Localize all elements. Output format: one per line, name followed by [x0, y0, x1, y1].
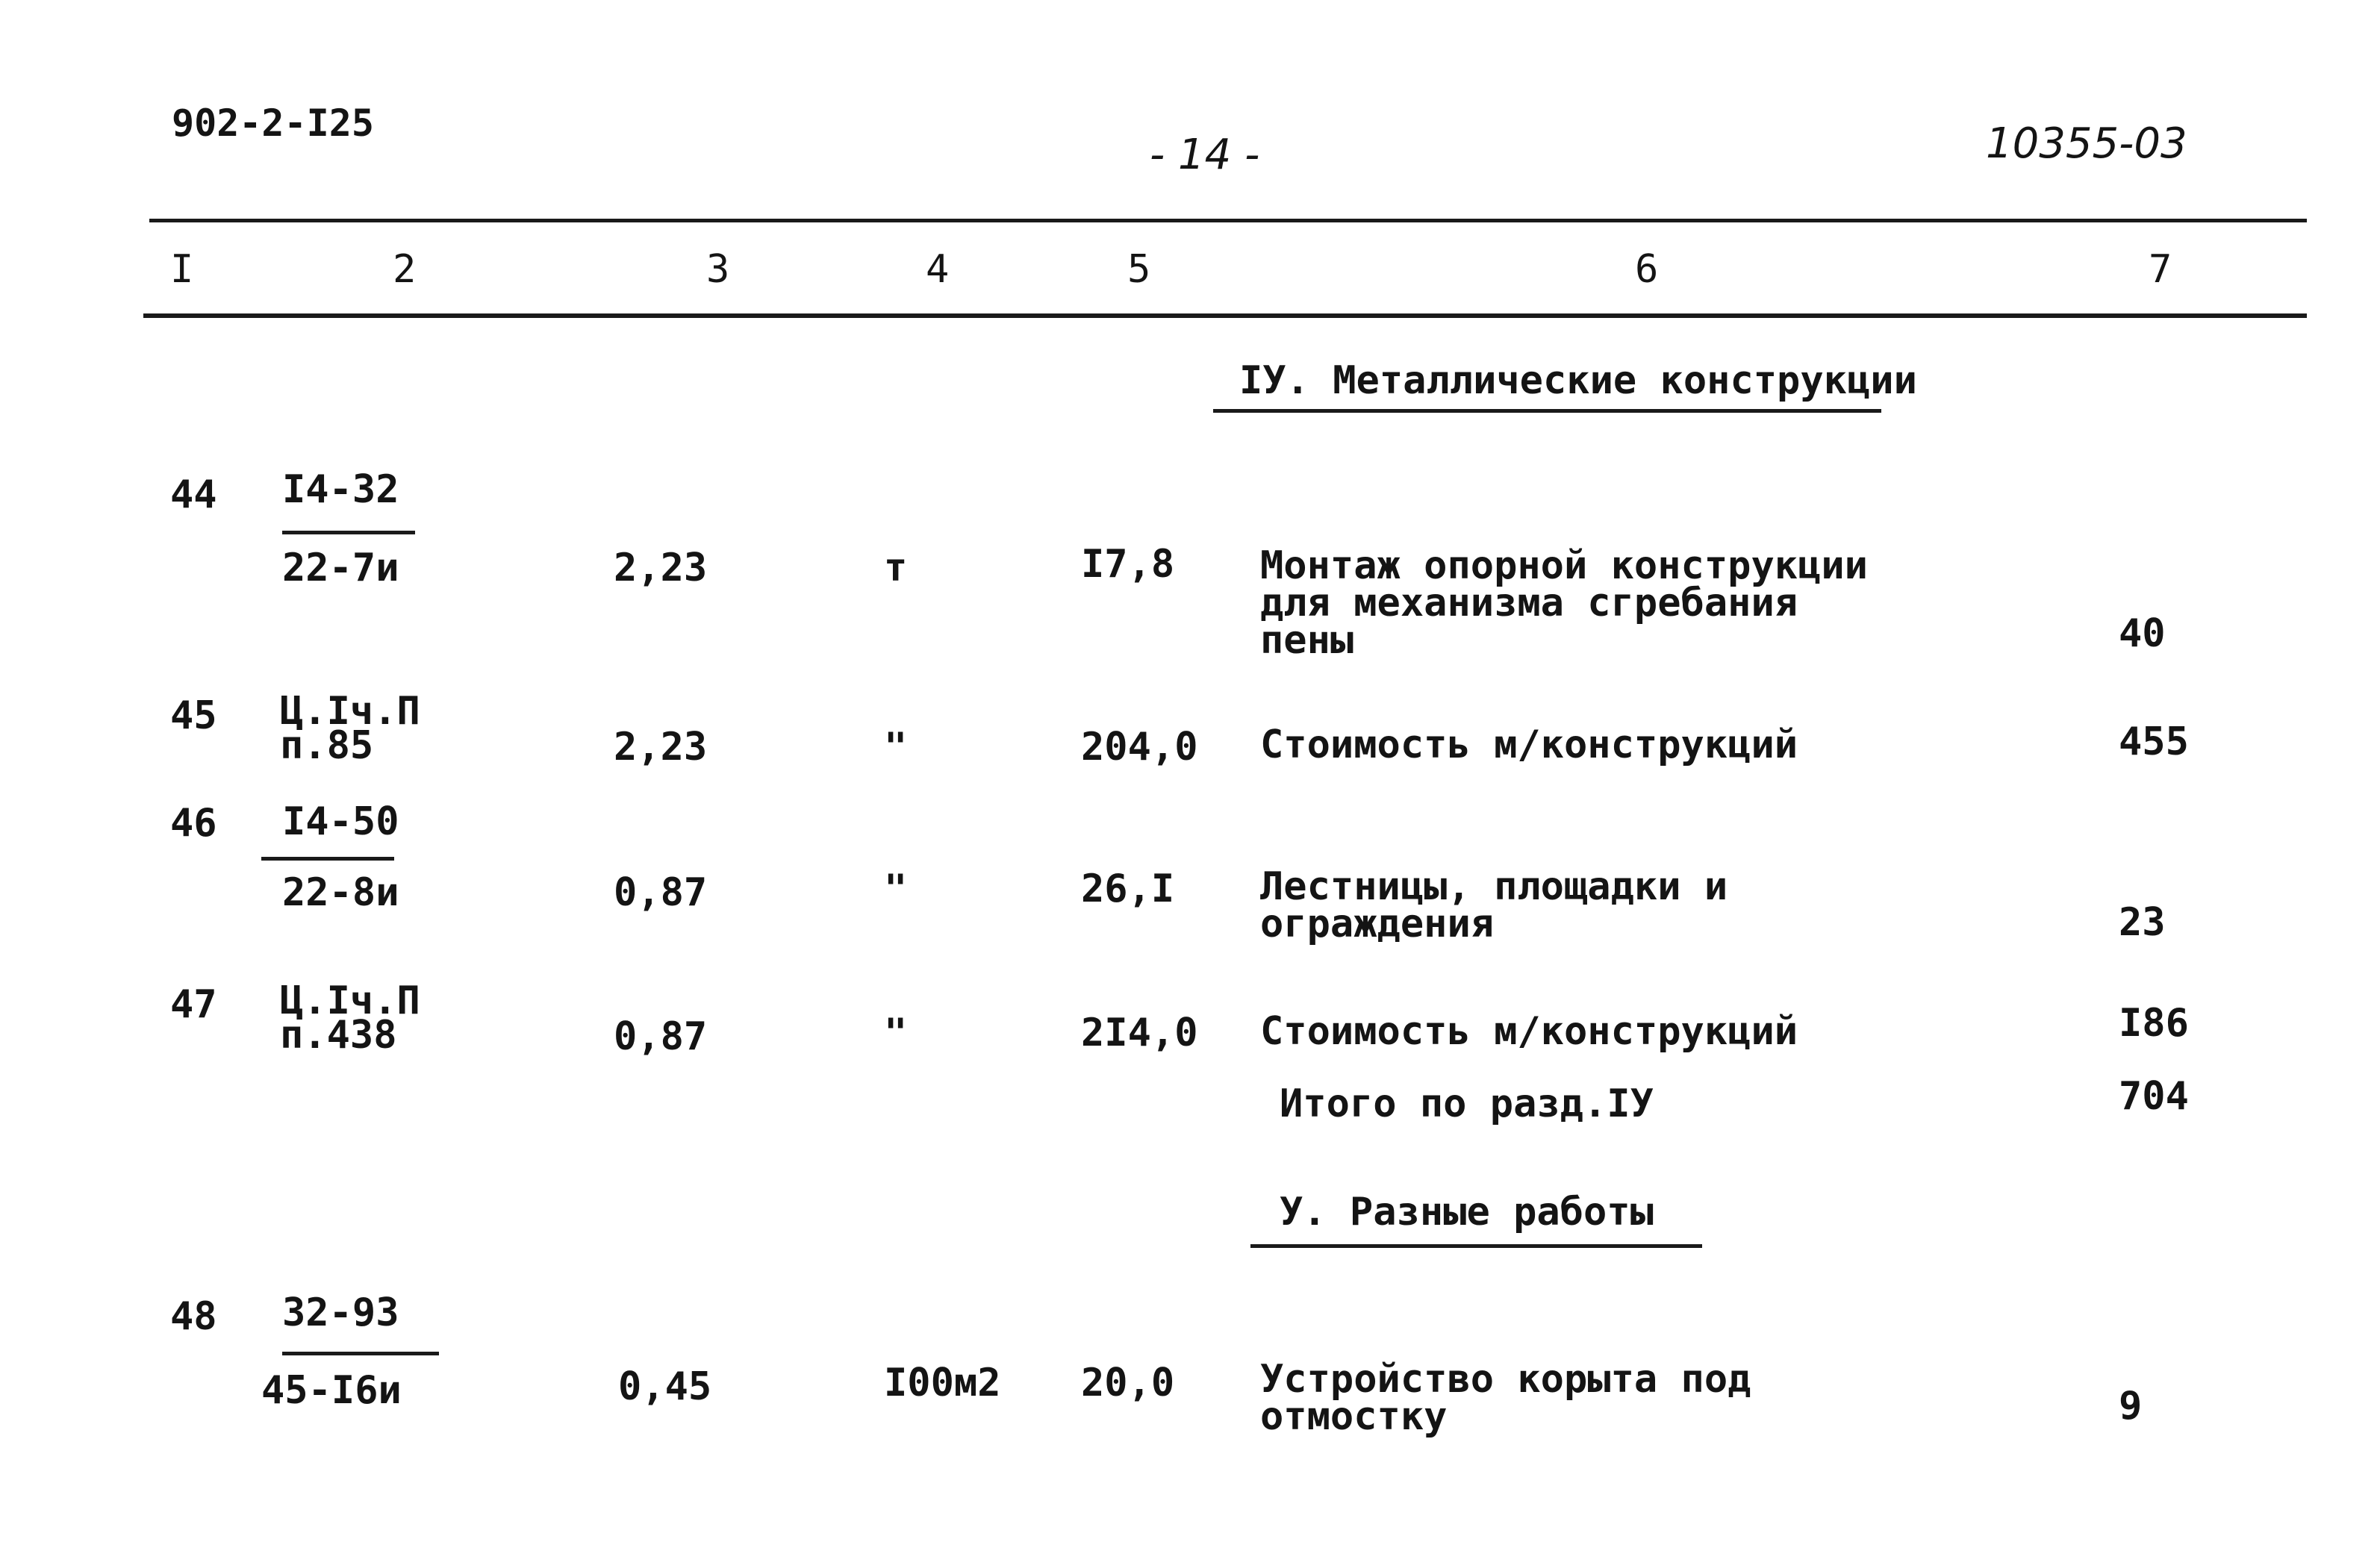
fraction-line [282, 1352, 439, 1355]
header-bottom-rule [143, 313, 2307, 318]
norm-code-top: 32-93 [282, 1290, 399, 1335]
column-header-4: 4 [926, 247, 950, 292]
column-header-1: I [170, 247, 194, 292]
row-number: 45 [170, 693, 217, 738]
work-description: Стоимость м/конструкций [1260, 1009, 1798, 1054]
quantity: 0,87 [614, 1014, 708, 1059]
quantity: 0,87 [614, 870, 708, 915]
row-number: 47 [170, 982, 217, 1027]
row-total: 9 [2119, 1384, 2143, 1429]
fraction-line [261, 857, 394, 861]
work-description: Лестницы, площадки и ограждения [1260, 864, 1728, 946]
row-total: 23 [2119, 900, 2166, 945]
column-header-5: 5 [1127, 247, 1151, 292]
unit: " [884, 725, 908, 770]
row-total: 40 [2119, 611, 2166, 656]
quantity: 2,23 [614, 546, 708, 590]
row-total: I86 [2119, 1001, 2189, 1046]
unit: I00м2 [884, 1361, 1001, 1405]
column-header-6: 6 [1635, 247, 1659, 292]
page-number: - 14 - [1150, 131, 1260, 179]
section-5-title: У. Разные работы [1280, 1190, 1654, 1234]
norm-code-bottom: 22-8и [282, 870, 399, 915]
unit: " [884, 1011, 908, 1055]
unit-price: 204,0 [1081, 725, 1198, 770]
norm-code-top: I4-32 [282, 467, 399, 512]
unit-price: 2I4,0 [1081, 1011, 1198, 1055]
unit: т [884, 546, 908, 590]
section-4-title-underline [1213, 409, 1881, 413]
section-4-title: IУ. Металлические конструкции [1239, 358, 1917, 403]
quantity: 2,23 [614, 725, 708, 770]
column-header-7: 7 [2149, 247, 2172, 292]
unit-price: 26,I [1081, 867, 1175, 911]
sheet-code: 10355-03 [1986, 119, 2187, 168]
section-5-title-underline [1250, 1244, 1702, 1248]
row-total: 455 [2119, 720, 2189, 764]
column-header-3: 3 [706, 247, 730, 292]
row-number: 44 [170, 472, 217, 517]
work-description: Устройство корыта под отмостку [1260, 1357, 1751, 1439]
work-description: Монтаж опорной конструкции для механизма сгребания пены [1260, 543, 1868, 663]
norm-code-top: Ц.Iч.П [280, 978, 420, 1023]
fraction-line [282, 531, 415, 534]
norm-code-bottom: п.438 [280, 1013, 397, 1058]
header-top-rule [149, 219, 2307, 222]
work-description: Стоимость м/конструкций [1260, 722, 1798, 767]
unit: " [884, 867, 908, 911]
unit-price: 20,0 [1081, 1361, 1175, 1405]
quantity: 0,45 [618, 1364, 712, 1409]
row-number: 48 [170, 1294, 217, 1339]
norm-code-bottom: п.85 [280, 723, 374, 768]
norm-code-bottom: 45-I6и [261, 1368, 402, 1413]
column-header-2: 2 [393, 247, 417, 292]
unit-price: I7,8 [1081, 542, 1175, 587]
subtotal-label: Итого по разд.IУ [1280, 1081, 1654, 1126]
norm-code-top: Ц.Iч.П [280, 689, 420, 734]
document-code: 902-2-I25 [172, 102, 374, 145]
norm-code-top: I4-50 [282, 799, 399, 844]
row-number: 46 [170, 801, 217, 846]
norm-code-bottom: 22-7и [282, 546, 399, 590]
subtotal-value: 704 [2119, 1074, 2189, 1119]
